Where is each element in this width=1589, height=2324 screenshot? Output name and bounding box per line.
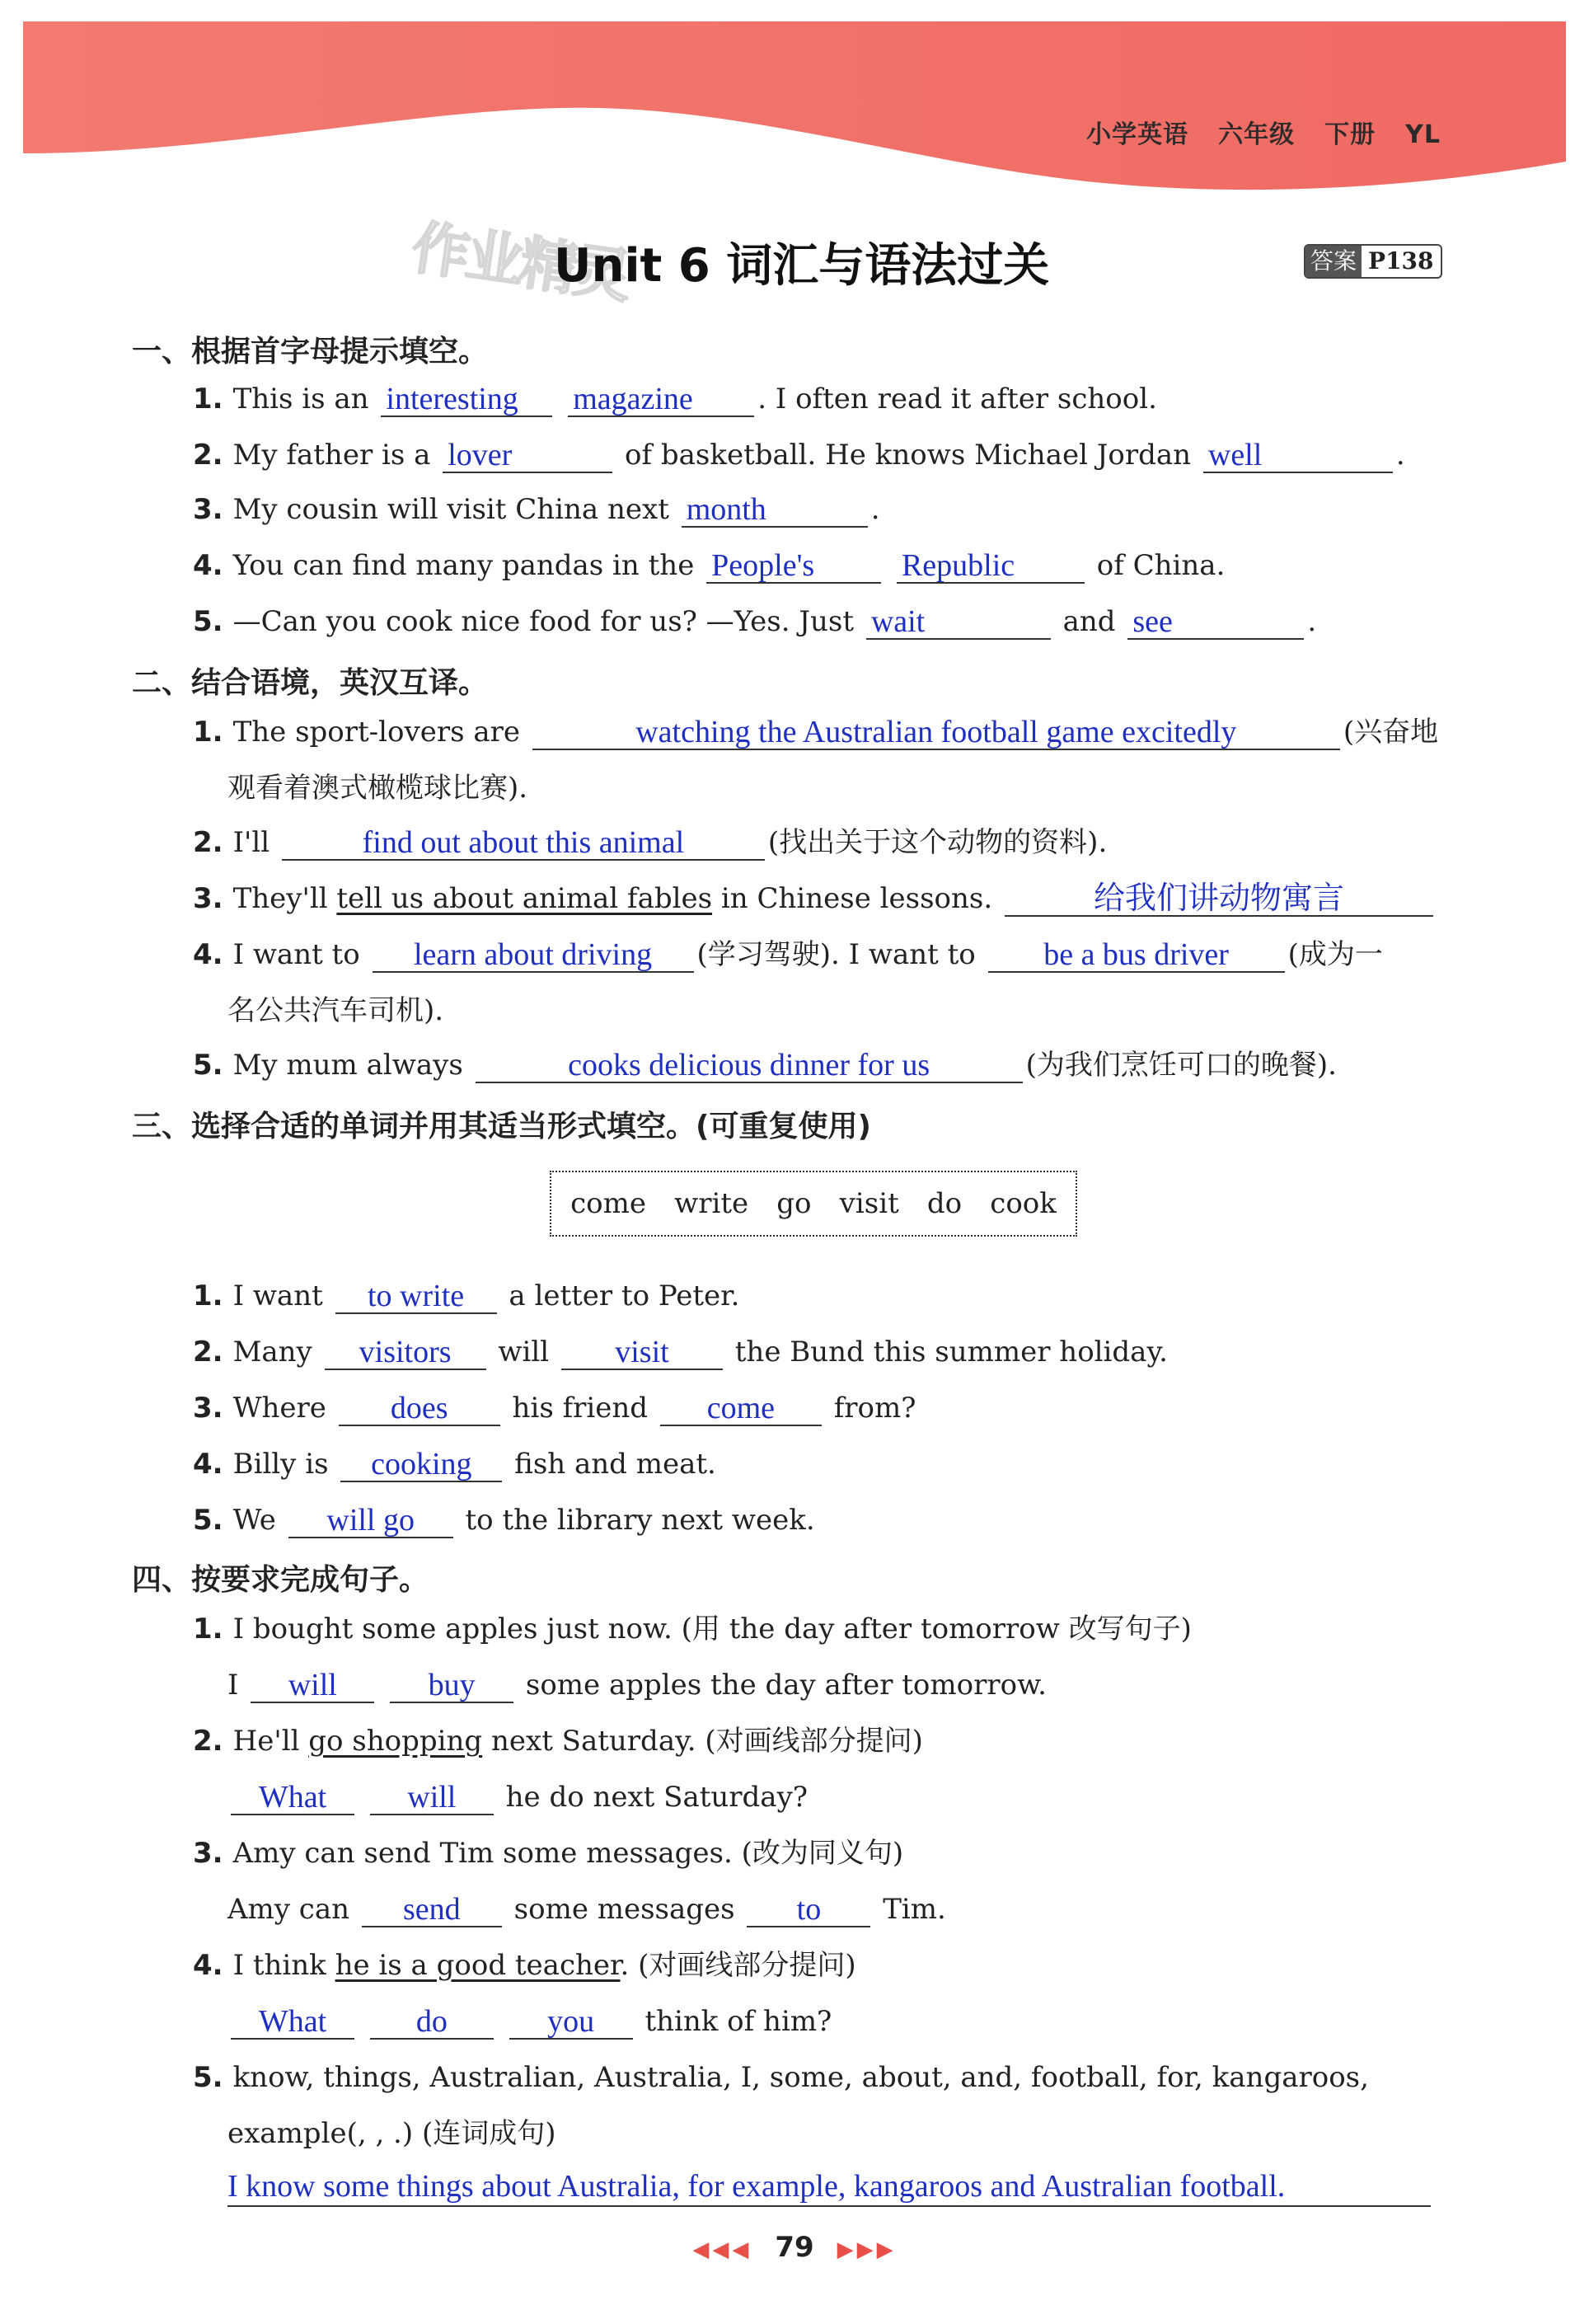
s3-q1: 1. I want to write a letter to Peter.: [193, 1279, 740, 1313]
s1-q2: 2. My father is a lover of basketball. He knows Michael Jordan well .: [193, 438, 1405, 472]
left-arrows-icon: ◀◀◀: [692, 2237, 752, 2262]
section-2-heading: 二、结合语境，英汉互译。: [132, 666, 489, 700]
header-banner: [23, 21, 1566, 195]
answer-blank: be a bus driver: [988, 938, 1285, 973]
answer-blank: lover: [443, 439, 612, 473]
s1-q3: 3. My cousin will visit China next month .: [193, 492, 880, 527]
s2-q1-cont: 观看着澳式橄榄球比赛).: [227, 772, 528, 805]
word-bank-item: write: [674, 1187, 749, 1220]
header-edition: YL: [1405, 120, 1441, 149]
answer-blank: month: [682, 493, 868, 528]
answer-blank: What: [231, 1781, 354, 1815]
answer-blank: will: [251, 1669, 374, 1703]
page-footer: [0, 2231, 1589, 2264]
answer-blank: does: [339, 1392, 500, 1426]
s3-q4: 4. Billy is cooking fish and meat.: [193, 1447, 716, 1481]
answer-blank: People's: [706, 549, 881, 584]
answer-blank: do: [370, 2005, 494, 2040]
s2-q2: 2. I'll find out about this animal (找出关于这个动物的资料).: [193, 825, 1108, 860]
answer-blank: send: [362, 1893, 502, 1927]
s1-q5: 5. —Can you cook nice food for us? —Yes. Just wait and see .: [193, 604, 1317, 639]
page-title: Unit 6 词汇与语法过关: [554, 239, 1050, 293]
word-bank-item: go: [776, 1187, 812, 1220]
s2-q3: 3. They'll tell us about animal fables in Chinese lessons. 给我们讲动物寓言: [193, 880, 1437, 917]
answer-blank: will: [370, 1781, 494, 1815]
answer-blank: well: [1203, 439, 1393, 473]
s4-q2-answer: What will he do next Saturday?: [227, 1779, 808, 1815]
answer-blank: watching the Australian football game excitedly: [532, 716, 1340, 750]
s2-q1: 1. The sport-lovers are watching the Australian football game excitedly (兴奋地: [193, 715, 1439, 749]
answer-blank: see: [1127, 605, 1304, 640]
s4-q3-answer: Amy can send some messages to Tim.: [227, 1892, 946, 1927]
answer-blank: you: [509, 2005, 633, 2040]
s1-q4: 4. You can find many pandas in the People's Republic of China.: [193, 548, 1226, 583]
answer-blank: learn about driving: [373, 938, 694, 973]
word-bank-item: come: [570, 1187, 646, 1220]
answer-blank: will go: [288, 1504, 453, 1538]
answer-blank: visit: [561, 1336, 723, 1370]
section-4-heading: 四、按要求完成句子。: [132, 1563, 429, 1597]
page-number: 79: [775, 2231, 814, 2264]
answer-blank: What: [231, 2005, 354, 2040]
answer-blank: visitors: [325, 1336, 486, 1370]
s2-q4-cont: 名公共汽车司机).: [227, 994, 444, 1027]
answer-blank: come: [660, 1392, 822, 1426]
s4-q4: 4. I think he is a good teacher. (对画线部分提问): [193, 1949, 856, 1982]
answer-sentence: I know some things about Australia, for example, kangaroos and Australian football.: [227, 2169, 1286, 2204]
section-1-heading: 一、根据首字母提示填空。: [132, 335, 489, 369]
word-bank-item: cook: [990, 1187, 1057, 1220]
s4-q3: 3. Amy can send Tim some messages. (改为同义句): [193, 1837, 904, 1870]
answer-reference: [1304, 244, 1442, 279]
s4-q5: 5. know, things, Australian, Australia, I, some, about, and, football, for, kangaroos,: [193, 2061, 1369, 2094]
answer-blank: Republic: [897, 549, 1085, 584]
s4-q4-answer: What do you think of him?: [227, 2003, 832, 2040]
answer-blank: wait: [866, 605, 1051, 640]
s4-q5-answer: [227, 2168, 1431, 2207]
answer-page: P138: [1368, 247, 1434, 275]
answer-blank: find out about this animal: [282, 826, 765, 861]
answer-label: 答案: [1305, 246, 1362, 277]
right-arrows-icon: ▶▶▶: [837, 2237, 897, 2262]
watermark: 作业精灵: [407, 213, 633, 311]
s3-q2: 2. Many visitors will visit the Bund this summer holiday.: [193, 1335, 1168, 1369]
word-bank-item: do: [926, 1187, 963, 1220]
answer-blank: cooking: [340, 1448, 502, 1482]
header-info: [1057, 114, 1441, 150]
section-3-heading: 三、选择合适的单词并用其适当形式填空。(可重复使用): [132, 1110, 871, 1143]
s4-q2: 2. He'll go shopping next Saturday. (对画线部分提问): [193, 1725, 923, 1758]
answer-blank: to: [747, 1893, 870, 1927]
header-term: 下册: [1324, 120, 1376, 149]
answer-blank: cooks delicious dinner for us: [476, 1049, 1023, 1083]
answer-blank: to write: [335, 1279, 497, 1314]
word-bank: [550, 1171, 1077, 1237]
s2-q5: 5. My mum always cooks delicious dinner for us (为我们烹饪可口的晚餐).: [193, 1048, 1337, 1082]
word-bank-item: visit: [839, 1187, 899, 1220]
s4-q5-hint: example(, , .) (连词成句): [227, 2117, 556, 2150]
answer-blank: buy: [390, 1669, 513, 1703]
s2-q4: 4. I want to learn about driving (学习驾驶). I want to be a bus driver (成为一: [193, 937, 1383, 972]
s1-q1: 1. This is an interesting magazine . I often read it after school.: [193, 382, 1157, 416]
header-subject: 小学英语: [1086, 120, 1189, 149]
header-grade: 六年级: [1218, 120, 1296, 149]
s4-q1: 1. I bought some apples just now. (用 the day after tomorrow 改写句子): [193, 1613, 1192, 1646]
s3-q5: 5. We will go to the library next week.: [193, 1503, 815, 1538]
answer-blank: magazine: [568, 383, 754, 417]
s3-q3: 3. Where does his friend come from?: [193, 1391, 916, 1425]
answer-blank: 给我们讲动物寓言: [1005, 882, 1433, 917]
answer-blank: interesting: [381, 383, 552, 417]
s4-q1-answer: I will buy some apples the day after tomorrow.: [227, 1668, 1047, 1702]
